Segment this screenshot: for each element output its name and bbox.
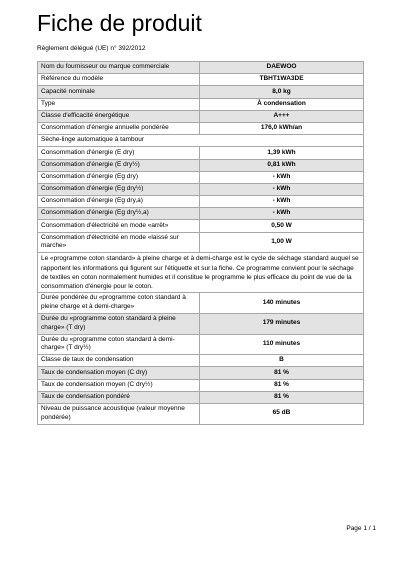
table-row-supplier <box>38 62 364 74</box>
row-label: Niveau de puissance acoustique (valeur moyenne pondérée) <box>38 403 200 424</box>
table-row-model <box>38 74 364 86</box>
regulation-reference: Règlement délégué (UE) n° 392/2012 <box>37 45 146 52</box>
table-row-section-auto <box>38 135 364 147</box>
table-row-energy-class <box>38 110 364 122</box>
table-row-energy-edry-half <box>38 159 364 171</box>
row-label: Durée du «programme coton standard à demi-charge» (T dry½) <box>38 334 200 355</box>
row-value: 8,0 kg <box>200 86 364 98</box>
table-row-energy-egdry <box>38 171 364 183</box>
row-value: 176,0 kWh/an <box>200 122 364 134</box>
section-label: Sèche-linge automatique à tambour <box>38 135 364 147</box>
standard-program-note: Le «programme coton standard» à pleine charge et à demi-charge est le cycle de séchage standard auquel se rapportent les informations qui figurent sur l'étiquette et sur la fiche. Ce programme convient pour le séchage de textiles en coton normalement humides et il constitue le programme le plus efficace du point de vue de la consommation d'énergie pour le coton. <box>38 253 364 293</box>
page-title: Fiche de produit <box>37 10 202 36</box>
row-value: 81 % <box>200 367 364 379</box>
row-label: Type <box>38 98 200 110</box>
row-value: 1,00 W <box>200 232 364 253</box>
table-row-paragraph <box>38 253 364 293</box>
row-label: Consommation d'électricité en mode «arrêt» <box>38 220 200 232</box>
row-value: - kWh <box>200 171 364 183</box>
table-row-condensation-class <box>38 355 364 367</box>
row-label: Taux de condensation moyen (C dry) <box>38 367 200 379</box>
row-label: Référence du modèle <box>38 74 200 86</box>
row-label: Classe d'efficacité énergétique <box>38 110 200 122</box>
table-row-left-on-mode <box>38 232 364 253</box>
row-label: Consommation d'énergie (E dry) <box>38 147 200 159</box>
table-row-type <box>38 98 364 110</box>
table-row-energy-egdry-a <box>38 196 364 208</box>
row-label: Capacité nominale <box>38 86 200 98</box>
table-row-noise <box>38 403 364 424</box>
row-label: Nom du fournisseur ou marque commerciale <box>38 62 200 74</box>
table-row-energy-edry <box>38 147 364 159</box>
row-value: 179 minutes <box>200 314 364 335</box>
table-row-energy-egdry-half-a <box>38 208 364 220</box>
table-row-condensation-weighted <box>38 391 364 403</box>
row-value: TBHT1WA3DE <box>200 74 364 86</box>
row-label: Consommation d'électricité en mode «laissé sur marche» <box>38 232 200 253</box>
row-label: Consommation d'énergie (E dry½) <box>38 159 200 171</box>
row-value: A+++ <box>200 110 364 122</box>
row-value: 0,50 W <box>200 220 364 232</box>
row-label: Consommation d'énergie (Eg dry½) <box>38 183 200 195</box>
row-value: 65 dB <box>200 403 364 424</box>
row-value: 1,39 kWh <box>200 147 364 159</box>
table-row-off-mode <box>38 220 364 232</box>
table-row-weighted-duration <box>38 293 364 314</box>
table-row-capacity <box>38 86 364 98</box>
row-label: Consommation d'énergie (Eg dry) <box>38 171 200 183</box>
row-value: - kWh <box>200 208 364 220</box>
row-label: Classe de taux de condensation <box>38 355 200 367</box>
table-row-condensation-cdry-half <box>38 379 364 391</box>
row-label: Consommation d'énergie annuelle pondérée <box>38 122 200 134</box>
row-label: Taux de condensation pondéré <box>38 391 200 403</box>
row-value: 81 % <box>200 391 364 403</box>
row-value: DAEWOO <box>200 62 364 74</box>
row-label: Durée du «programme coton standard à pleine charge» (T dry) <box>38 314 200 335</box>
table-row-energy-egdry-half <box>38 183 364 195</box>
table-row-half-load-duration <box>38 334 364 355</box>
table-row-annual-energy <box>38 122 364 134</box>
row-value: 0,81 kWh <box>200 159 364 171</box>
row-label: Consommation d'énergie (Eg dry,a) <box>38 196 200 208</box>
row-value: 110 minutes <box>200 334 364 355</box>
row-value: À condensation <box>200 98 364 110</box>
page-number: Page 1 / 1 <box>346 525 376 532</box>
row-label: Taux de condensation moyen (C dry½) <box>38 379 200 391</box>
row-label: Durée pondérée du «programme coton standard à pleine charge et à demi-charge» <box>38 293 200 314</box>
row-value: - kWh <box>200 196 364 208</box>
table-row-full-load-duration <box>38 314 364 335</box>
product-info-table <box>37 61 364 425</box>
row-value: B <box>200 355 364 367</box>
row-value: 140 minutes <box>200 293 364 314</box>
table-row-condensation-cdry <box>38 367 364 379</box>
row-label: Consommation d'énergie (Eg dry½,a) <box>38 208 200 220</box>
row-value: - kWh <box>200 183 364 195</box>
row-value: 81 % <box>200 379 364 391</box>
